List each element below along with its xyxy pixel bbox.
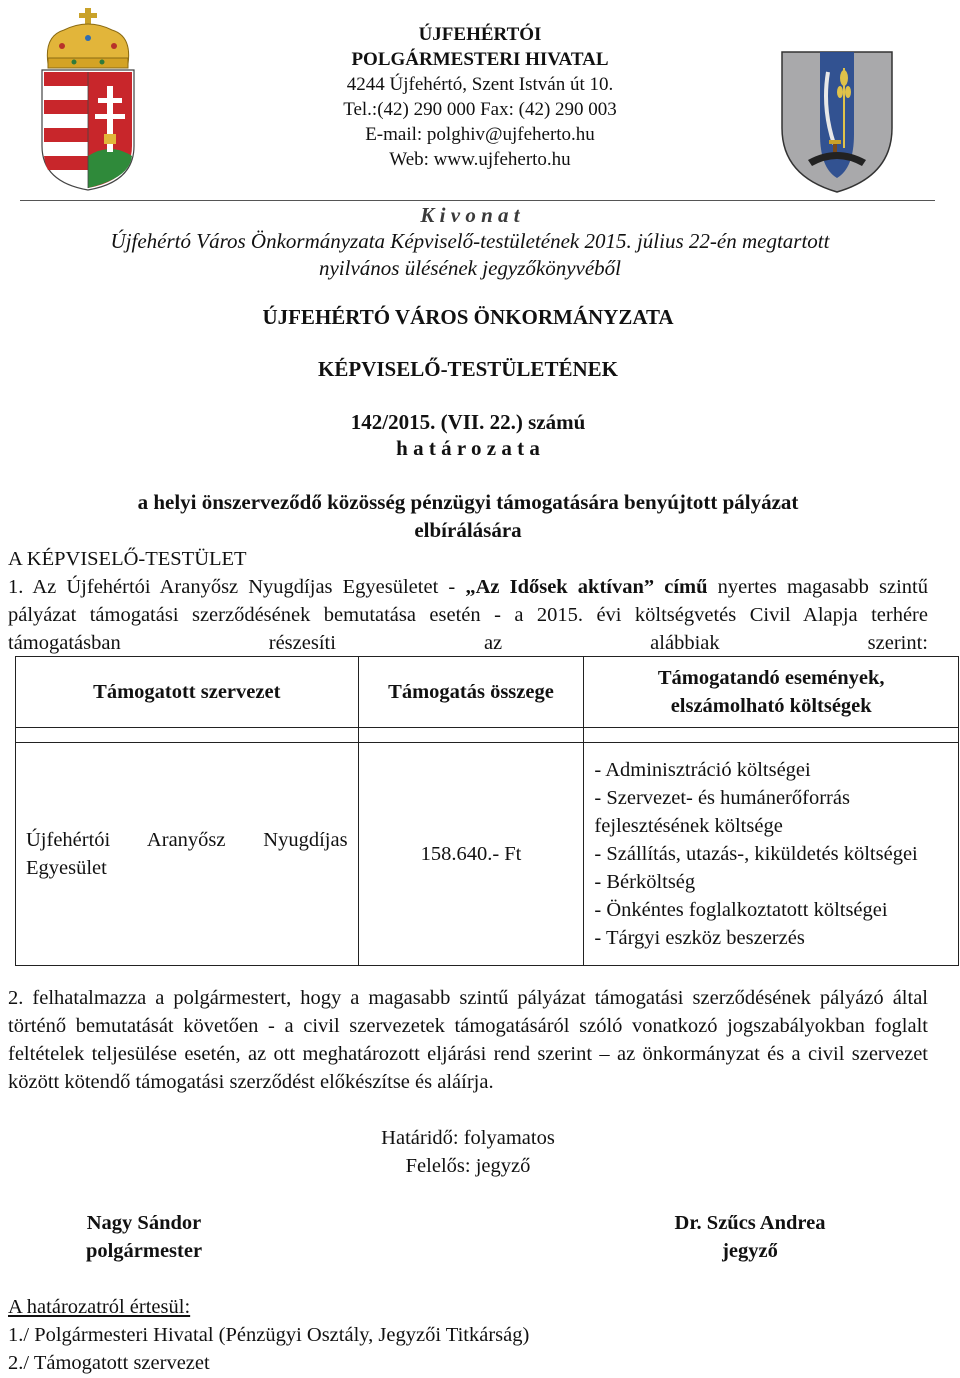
eligible-costs-list xyxy=(584,743,959,966)
org-name-line1: ÚJFEHÉRTÓI xyxy=(418,24,542,45)
addressee: A KÉPVISELŐ-TESTÜLET xyxy=(8,548,247,570)
table-row xyxy=(16,743,959,966)
body-name-line1: ÚJFEHÉRTÓ VÁROS ÖNKORMÁNYZATA xyxy=(262,305,674,329)
org-web: Web: www.ujfeherto.hu xyxy=(389,149,571,170)
org-phone: Tel.:(42) 290 000 Fax: (42) 290 003 xyxy=(343,99,617,120)
org-address: 4244 Újfehértó, Szent István út 10. xyxy=(346,74,614,95)
signature-right xyxy=(640,1209,860,1265)
notification-heading: A határozatról értesül: xyxy=(8,1296,191,1318)
project-title: „Az Idősek aktívan” című xyxy=(465,576,708,598)
table-header-row xyxy=(16,657,959,728)
hungary-coat-of-arms-logo xyxy=(34,6,144,192)
cost-item: - Szállítás, utazás-, kiküldetés költségei xyxy=(594,843,918,865)
cost-item: - Önkéntes foglalkoztatott költségei xyxy=(594,899,888,921)
org-name-line2: POLGÁRMESTERI HIVATAL xyxy=(351,49,609,70)
notary-name: Dr. Szűcs Andrea xyxy=(674,1212,826,1234)
cost-item: - Szervezet- és humánerőforrás fejlesztésének költsége xyxy=(594,787,850,837)
column-header-organization: Támogatott szervezet xyxy=(16,657,359,728)
support-amount: 158.640.- Ft xyxy=(358,743,584,966)
subject-line2: elbírálására xyxy=(414,518,522,542)
supported-organization: Újfehértói Aranyősz Nyugdíjas Egyesület xyxy=(16,743,359,966)
column-header-amount: Támogatás összege xyxy=(358,657,584,728)
body-name-line2: KÉPVISELŐ-TESTÜLETÉNEK xyxy=(318,357,618,381)
cost-item: - Bérköltség xyxy=(594,871,696,893)
minutes-source-line1: Újfehértó Város Önkormányzata Képviselő-testületének 2015. július 22-én megtartott xyxy=(110,229,830,253)
paragraph-2: 2. felhatalmazza a polgármestert, hogy a magasabb szintű pályázat támogatási szerződésének pályázó által történő bemutatását követően - a civil szervezetek támogatásáról szóló vonatkozó jogszabályokban foglalt feltételek teljesülése esetén, az ott meghatározott eljárási rend szerint – az önkormányzat és a civil szervezet között kötendő támogatási szerződést előkészítse és aláírja. xyxy=(8,987,928,1093)
kivonat-title: K i v o n a t xyxy=(420,203,520,227)
distribution-item-1: 1./ Polgármesteri Hivatal (Pénzügyi Osztály, Jegyzői Titkárság) xyxy=(8,1324,530,1346)
cost-item: - Tárgyi eszköz beszerzés xyxy=(594,927,805,949)
distribution-item-2: 2./ Támogatott szervezet xyxy=(8,1352,210,1374)
signature-left xyxy=(60,1209,228,1265)
resolution-number: 142/2015. (VII. 22.) számú xyxy=(350,410,586,434)
mayor-title: polgármester xyxy=(85,1240,203,1262)
paragraph-1-rest: nyertes magasabb szintű pályázat támogatási szerződésének bemutatása esetén - a 2015. évi költségvetés Civil Alapja terhére támogatásban részesíti az alábbiak szerint: xyxy=(8,576,928,654)
minutes-source-line2: nyilvános ülésének jegyzőkönyvéből xyxy=(318,256,622,280)
table-spacer-row xyxy=(16,728,959,743)
resolution-label: h a t á r o z a t a xyxy=(396,436,540,460)
paragraph-1-start: 1. Az Újfehértói Aranyősz Nyugdíjas Egyesületet - xyxy=(8,576,466,598)
notary-title: jegyző xyxy=(722,1240,778,1262)
deadline: Határidő: folyamatos xyxy=(381,1127,555,1149)
column-header-costs-line1: Támogatandó események, xyxy=(657,667,885,689)
office-header xyxy=(200,22,760,172)
ujfeherto-coat-of-arms-logo xyxy=(778,48,896,196)
mayor-name: Nagy Sándor xyxy=(86,1212,202,1234)
header-divider xyxy=(20,200,935,201)
subject-line1: a helyi önszerveződő közösség pénzügyi támogatására benyújtott pályázat xyxy=(137,490,799,514)
column-header-costs xyxy=(584,657,959,728)
support-table xyxy=(15,656,959,966)
column-header-costs-line2: elszámolható költségek xyxy=(670,695,872,717)
paragraph-1 xyxy=(8,573,928,657)
cost-item: - Adminisztráció költségei xyxy=(594,759,811,781)
responsible-person: Felelős: jegyző xyxy=(405,1155,531,1177)
org-email: E-mail: polghiv@ujfeherto.hu xyxy=(365,124,595,145)
